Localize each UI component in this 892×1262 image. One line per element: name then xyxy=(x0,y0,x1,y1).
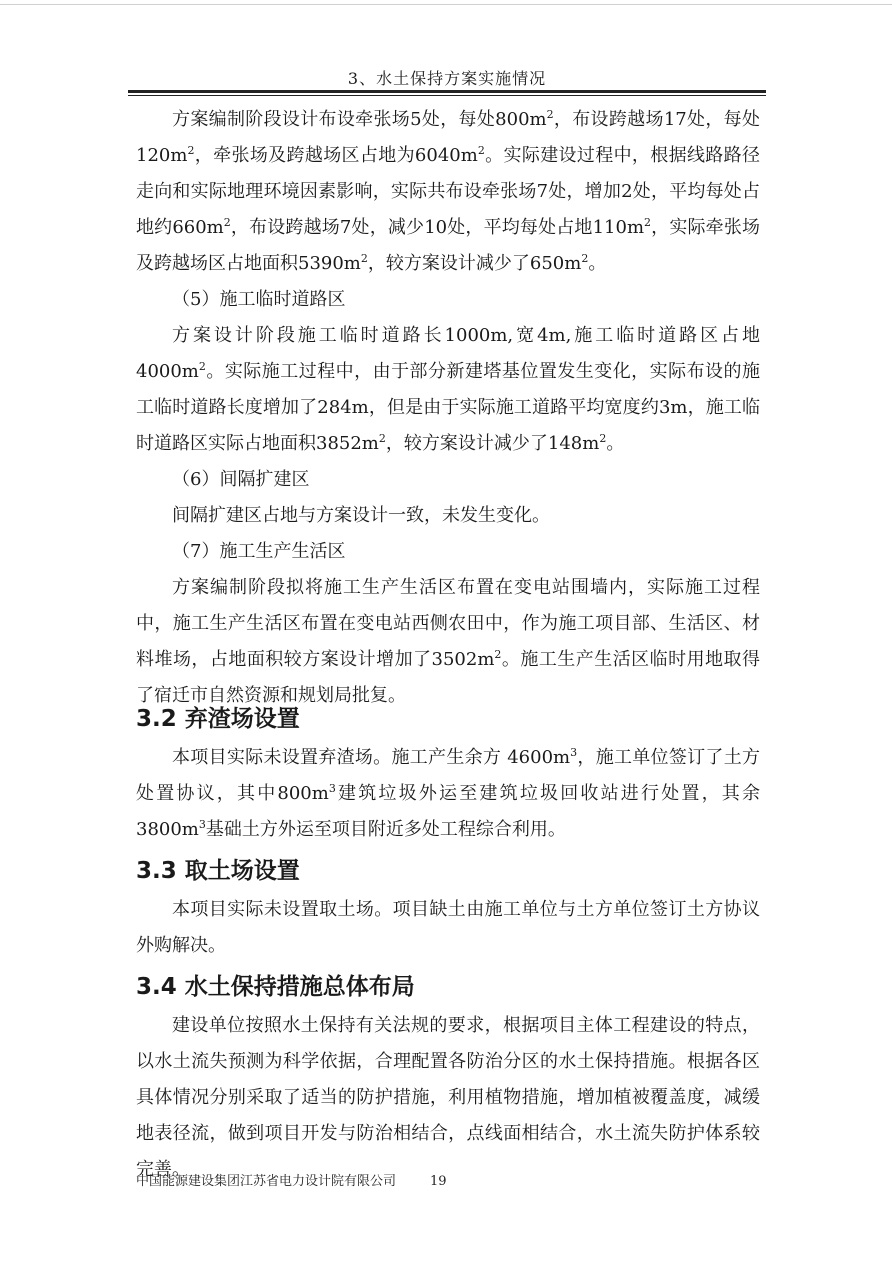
paragraph-borrow-site: 本项目实际未设置取土场。项目缺土由施工单位与土方单位签订土方协议外购解决。 xyxy=(136,899,760,956)
header-rule xyxy=(128,90,766,93)
section-heading-3-2: 3.2 弃渣场设置 xyxy=(136,706,300,732)
paragraph-tension-crossing-fields: 方案编制阶段设计布设牵张场5处，每处$800m^2$，布设跨越场17处，每处$120m^2$，牵张场及跨越场区占地为$6040m^2$。实际建设过程中，根据线路路径走向和实际地理环境因素影响，实际共布设牵张场7处，增加2处，平均每处占地约$660m^2$，布设跨越场7处，减少10处，平均每处占地$110m^2$，实际牵张场及跨越场区占地面积$5390m^2$，较方案设计减少了$650m^2$。 xyxy=(136,108,761,274)
running-header: 3、水土保持方案实施情况 xyxy=(347,69,547,88)
section-3-3 xyxy=(136,850,760,964)
header-rule-thin xyxy=(128,95,766,96)
section-3-1-continued xyxy=(136,102,760,714)
footer-company: 中国能源建设集团江苏省电力设计院有限公司 xyxy=(136,1174,397,1189)
paragraph-construction-living-area: 方案编制阶段拟将施工生产生活区布置在变电站围墙内，实际施工过程中，施工生产生活区布置在变电站西侧农田中，作为施工项目部、生活区、材料堆场，占地面积较方案设计增加了$3502m^2$。施工生产生活区临时用地取得了宿迁市自然资源和规划局批复。 xyxy=(136,577,760,706)
subheading-temporary-road: （5）施工临时道路区 xyxy=(172,289,346,310)
page-footer xyxy=(136,1170,447,1189)
top-border xyxy=(0,4,892,5)
paragraph-bay-expansion: 间隔扩建区占地与方案设计一致，未发生变化。 xyxy=(172,505,550,526)
paragraph-temporary-road: 方案设计阶段施工临时道路长1000m,宽4m,施工临时道路区占地$4000m^2$。实际施工过程中，由于部分新建塔基位置发生变化，实际布设的施工临时道路长度增加了284m，但是由于实际施工道路平均宽度约3m，施工临时道路区实际占地面积$3852m^2$，较方案设计减少了$148m^2$。 xyxy=(136,325,760,454)
paragraph-measures-layout: 建设单位按照水土保持有关法规的要求，根据项目主体工程建设的特点，以水土流失预测为科学依据，合理配置各防治分区的水土保持措施。根据各区具体情况分别采取了适当的防护措施，利用植物措施，增加植被覆盖度，减缓地表径流，做到项目开发与防治相结合，点线面相结合，水土流失防护体系较完善。 xyxy=(136,1015,760,1180)
page-number: 19 xyxy=(430,1174,447,1189)
section-heading-3-3: 3.3 取土场设置 xyxy=(136,858,300,884)
section-3-2 xyxy=(136,698,760,848)
subheading-bay-expansion: （6）间隔扩建区 xyxy=(172,469,310,490)
paragraph-spoil-site: 本项目实际未设置弃渣场。施工产生余方 $4600m^3$，施工单位签订了土方处置协议，其中$800m^3$建筑垃圾外运至建筑垃圾回收站进行处置，其余$3800m^3$基础土方外运至项目附近多处工程综合利用。 xyxy=(136,746,761,840)
section-heading-3-4: 3.4 水土保持措施总体布局 xyxy=(136,974,415,1000)
section-3-4 xyxy=(136,966,760,1188)
subheading-construction-living-area: （7）施工生产生活区 xyxy=(172,541,346,562)
